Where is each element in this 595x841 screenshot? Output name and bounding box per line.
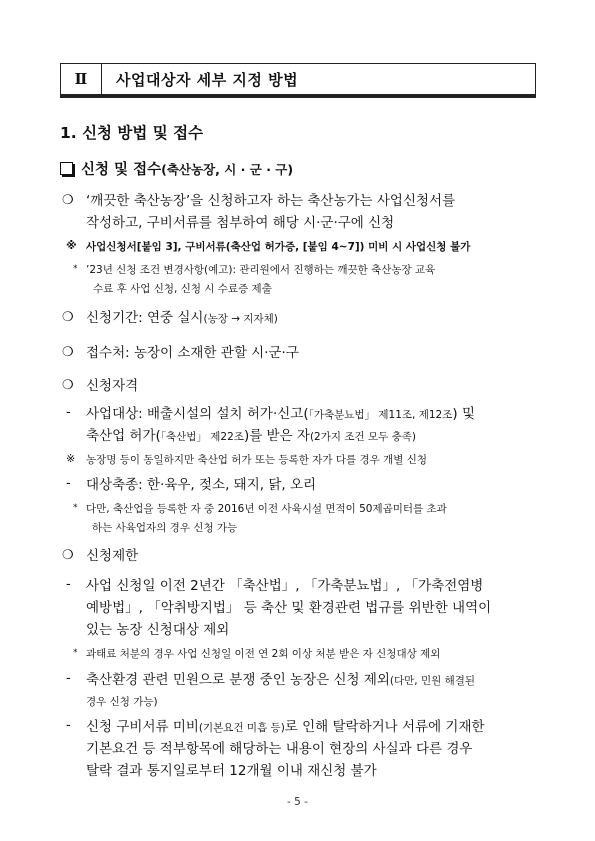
dash-icon: - (66, 405, 71, 420)
text-run: 축산환경 관련 민원으로 분쟁 중인 농장은 신청 제외 (86, 672, 390, 688)
section-header (60, 63, 536, 95)
paragraph-line (86, 717, 485, 738)
text-run: )를 받은 자 (243, 428, 310, 444)
asterisk-icon: * (73, 503, 78, 513)
paragraph-line: 대상축종: 한·육우, 젖소, 돼지, 닭, 오리 (86, 477, 317, 493)
paragraph-line: 경우 신청 가능) (86, 696, 158, 708)
reference-note: 사업신청서[붙임 3], 구비서류(축산업 허가증, [붙임 4~7]) 미비 시 사업신청 불가 (86, 241, 471, 253)
dash-icon: - (66, 577, 71, 592)
reference-note: 농장명 등이 동일하지만 축산업 허가 또는 등록한 자가 다를 경우 개별 신청 (86, 454, 428, 466)
paragraph-line: 있는 농장 신청대상 제외 (86, 622, 230, 638)
reference-mark-icon: ※ (66, 239, 77, 252)
paragraph-line (86, 670, 475, 691)
paragraph-line: 신청제한 (86, 548, 139, 564)
subheading-paren: (축산농장, 시 · 군 · 구) (161, 162, 294, 177)
exception-note: (다만, 민원 해결된 (389, 675, 476, 687)
subheading-application (60, 158, 293, 179)
application-period-note: (농장 → 지자체) (203, 313, 278, 325)
text-run: 축산업 허가( (86, 428, 161, 444)
law-reference: 「가축분뇨법」 제11조, 제12조 (308, 409, 453, 421)
dash-icon: - (66, 476, 71, 491)
paragraph-line: 작성하고, 구비서류를 첨부하여 해당 시·군·구에 신청 (86, 215, 395, 231)
paragraph-line: 예방법」, 「악취방지법」 등 축산 및 환경관련 법규를 위반한 내역이 (86, 600, 492, 616)
footnote-line: 다만, 축산업을 등록한 자 중 2016년 이전 사육시설 면적이 50제곱미터를 초과 (86, 503, 447, 515)
dash-icon: - (66, 718, 71, 733)
law-reference: 「축산법」 제22조 (160, 431, 244, 443)
section-number: Ⅱ (61, 64, 102, 94)
paragraph-line: ‘깨끗한 축산농장’을 신청하고자 하는 축산농가는 사업신청서를 (86, 193, 456, 209)
text-run: ) 및 (452, 406, 475, 422)
paragraph-line (86, 308, 278, 329)
footnote-line: 수료 후 사업 신청, 신청 시 수료증 제출 (93, 283, 272, 295)
text-run: 로 인해 탈락하거나 서류에 기재한 (284, 719, 485, 735)
bullet-circle-icon: ❍ (62, 193, 74, 208)
bullet-circle-icon: ❍ (62, 310, 74, 325)
footnote-line: 하는 사육업자의 경우 신청 가능 (92, 522, 238, 534)
section-title: 사업대상자 세부 지정 방법 (116, 70, 299, 89)
subheading-main: 신청 및 접수 (81, 162, 162, 178)
example-note: (기본요건 미흡 등) (198, 722, 285, 734)
text-run: 사업대상: 배출시설의 설치 허가·신고( (86, 406, 309, 422)
reference-mark-icon: ※ (66, 452, 76, 465)
dash-icon: - (66, 671, 71, 686)
text-run: 신청 구비서류 미비 (86, 719, 199, 735)
application-period: 신청기간: 연중 실시 (86, 310, 204, 326)
checkbox-square-icon (60, 162, 73, 175)
section-header-underline (60, 95, 536, 98)
asterisk-icon: * (73, 648, 78, 658)
condition-note: (2가지 조건 모두 충족) (309, 431, 416, 443)
footnote-line: ’23년 신청 조건 변경사항(예고): 관리원에서 진행하는 깨끗한 축산농장 교육 (86, 264, 436, 276)
bullet-circle-icon: ❍ (62, 548, 74, 563)
heading-application-method: 1. 신청 방법 및 접수 (60, 124, 204, 142)
paragraph-line (86, 404, 475, 425)
paragraph-line (86, 426, 416, 447)
asterisk-icon: * (73, 264, 78, 274)
footnote-line: 과태료 처분의 경우 사업 신청일 이전 연 2회 이상 처분 받은 자 신청대상 제외 (86, 648, 441, 660)
page-number: - 5 - (287, 796, 308, 808)
paragraph-line: 접수처: 농장이 소재한 관할 시·군·구 (86, 345, 299, 361)
paragraph-line: 신청자격 (86, 378, 139, 394)
bullet-circle-icon: ❍ (62, 345, 74, 360)
paragraph-line: 사업 신청일 이전 2년간 「축산법」, 「가축분뇨법」, 「가축전염병 (86, 578, 484, 594)
paragraph-line: 기본요건 등 적부항목에 해당하는 내용이 현장의 사실과 다른 경우 (86, 741, 473, 757)
paragraph-line: 탈락 결과 통지일로부터 12개월 이내 재신청 불가 (86, 763, 377, 779)
bullet-circle-icon: ❍ (62, 378, 74, 393)
